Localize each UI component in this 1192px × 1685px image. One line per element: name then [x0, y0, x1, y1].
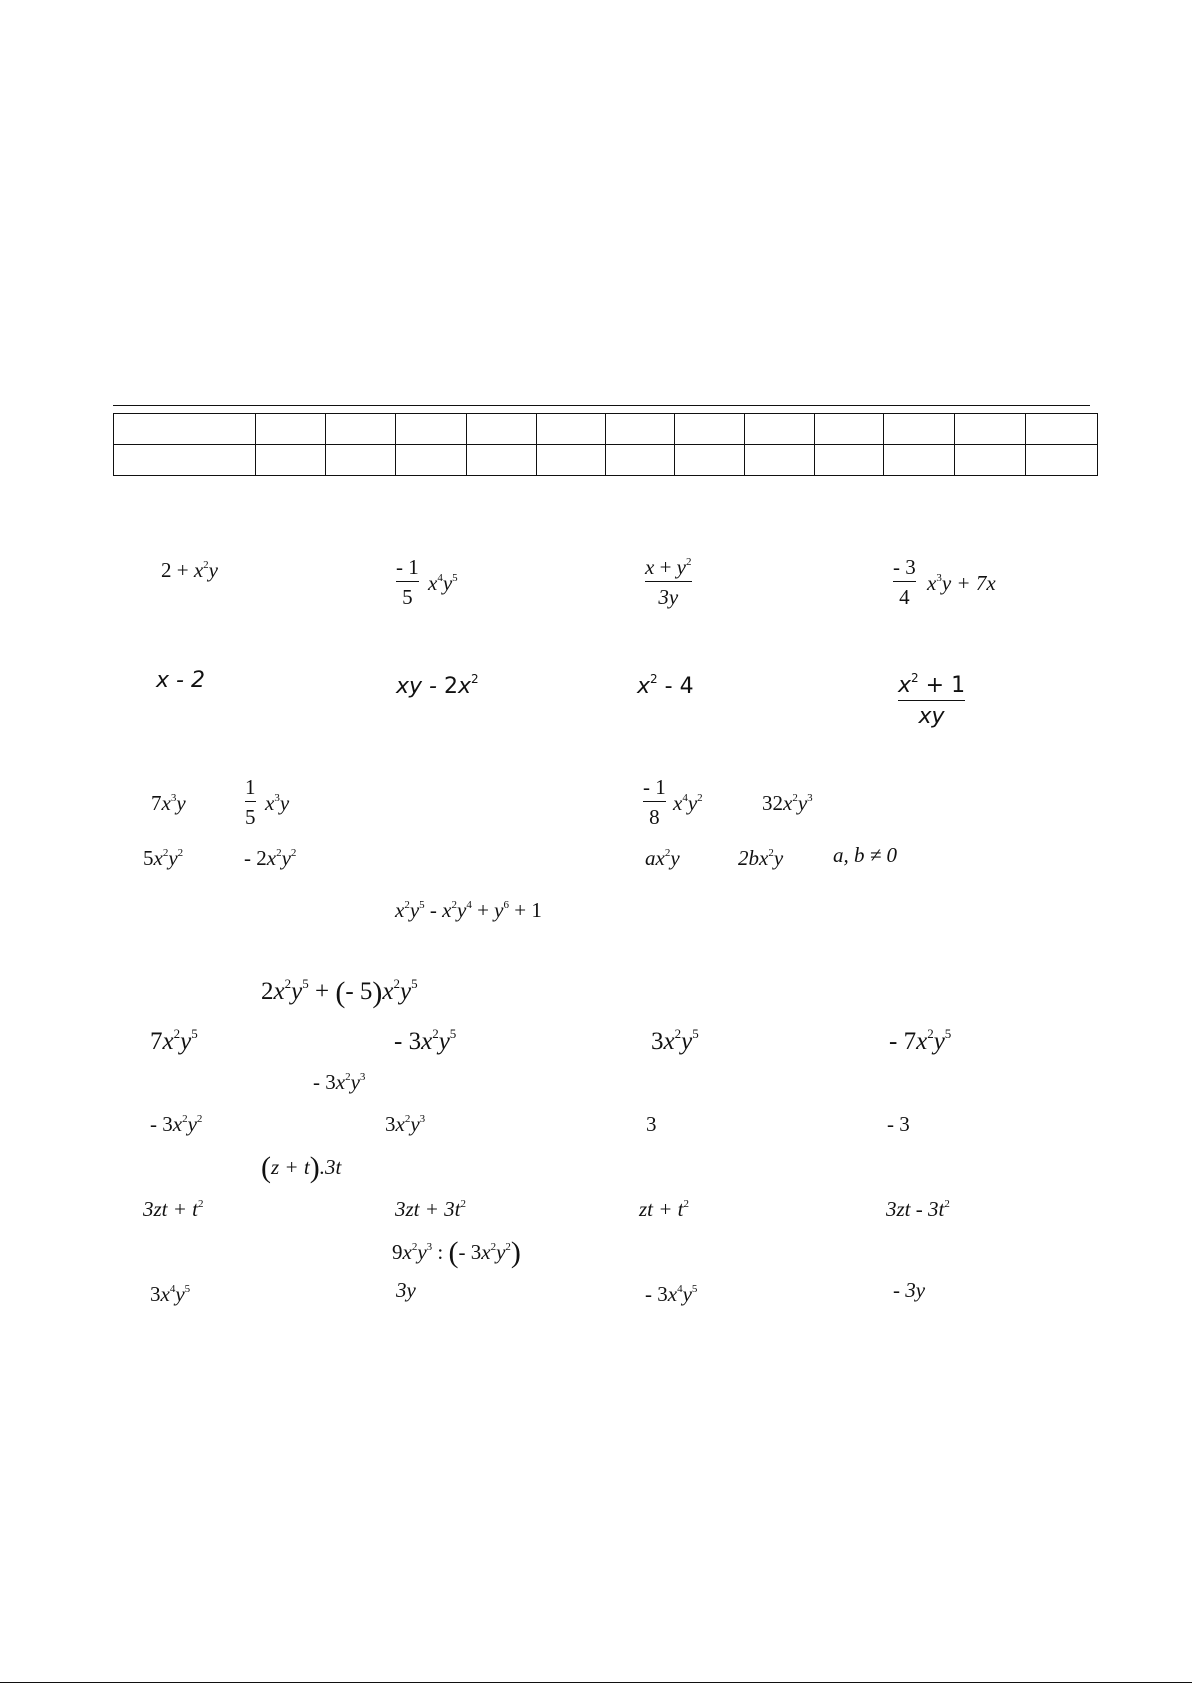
grid-cell: [884, 445, 955, 476]
q8-option-a: $3x^4y^5$: [150, 1282, 191, 1306]
q5-expression: $2x^2y^5$ + (- $5)x^2y^5$: [261, 976, 418, 1009]
q3-condition: a, b ≠ 0: [833, 843, 898, 867]
q7-option-d: $3zt - 3t^2$: [886, 1197, 950, 1221]
q1-option-a: $2 + x^2y$: [161, 558, 218, 582]
q1-option-b-term: $x^4y^5$: [428, 571, 458, 595]
q6-expression: - $3x^2y^3$: [313, 1070, 366, 1094]
q3-pair4-right: $2bx^2y$: [738, 846, 784, 870]
q1-option-b-fraction: - 1 5: [396, 555, 419, 610]
grid-cell: [675, 445, 745, 476]
q2-option-b: xy - $2x^2$: [396, 672, 479, 699]
grid-cell: [606, 445, 675, 476]
answer-grid-row: [114, 414, 1098, 445]
grid-cell: [955, 445, 1026, 476]
q5-option-b: - $3x^2y^5$: [394, 1026, 457, 1055]
grid-cell: [1026, 414, 1098, 445]
grid-cell: [955, 414, 1026, 445]
q3-pair3-right: - $2x^2y^2$: [244, 846, 297, 870]
q3-pair4-left: $ax^2y$: [645, 846, 680, 870]
q3-pair1-right-fraction: 1 5: [245, 775, 256, 830]
q2-option-d-fraction: $x^2 + 1$ xy: [898, 671, 966, 730]
q3-pair3-left: $5x^2y^2$: [143, 846, 184, 870]
grid-cell: [467, 414, 537, 445]
q2-option-a: x - 2: [156, 668, 205, 693]
grid-cell: [745, 445, 815, 476]
footer-rule: [0, 1682, 1192, 1683]
grid-cell: [537, 414, 606, 445]
grid-cell: [256, 445, 326, 476]
grid-cell: [815, 414, 884, 445]
grid-cell: [1026, 445, 1098, 476]
q2-option-c: $x^2 - 4$: [637, 672, 694, 699]
q4-polynomial: $x^2y^5 - x^2y^4 + y^6 + 1$: [395, 898, 542, 922]
grid-cell: [675, 414, 745, 445]
grid-cell: [114, 445, 256, 476]
q8-option-b: 3y: [396, 1278, 416, 1302]
grid-cell: [537, 445, 606, 476]
q8-option-d: - 3y: [893, 1278, 926, 1302]
grid-cell: [114, 414, 256, 445]
grid-cell: [326, 445, 396, 476]
q3-pair2-left-fraction: - 1 8: [643, 775, 666, 830]
q3-pair1-left: $7x^3y$: [151, 791, 186, 815]
q7-option-b: $3zt + 3t^2$: [395, 1197, 467, 1221]
grid-cell: [884, 414, 955, 445]
q5-option-a: $7x^2y^5$: [150, 1026, 198, 1055]
q7-option-c: zt + $t^2$: [639, 1197, 690, 1221]
q6-option-d: - 3: [887, 1112, 910, 1136]
grid-cell: [396, 445, 467, 476]
q8-expression: $9x^2y^3$ : (- $3x^2y^2$): [392, 1236, 521, 1269]
q7-option-a: $3zt + t^2$: [143, 1197, 204, 1221]
grid-cell: [256, 414, 326, 445]
q1-option-d-fraction: - 3 4: [893, 555, 916, 610]
grid-cell: [396, 414, 467, 445]
q1-option-d-term: $x^3y + 7x$: [927, 571, 996, 595]
answer-grid-row: [114, 445, 1098, 476]
q6-option-b: $3x^2y^3$: [385, 1112, 426, 1136]
q1-option-c-fraction: $x + y^2$ 3y: [645, 555, 692, 610]
q6-option-c: 3: [646, 1112, 657, 1136]
q7-expression: (z + t).3t: [261, 1151, 342, 1184]
q8-option-c: - $3x^4y^5$: [645, 1282, 698, 1306]
q3-pair2-right: $32x^2y^3$: [762, 791, 813, 815]
grid-cell: [815, 445, 884, 476]
q5-option-d: - $7x^2y^5$: [889, 1026, 952, 1055]
q5-option-c: $3x^2y^5$: [651, 1026, 699, 1055]
header-rule: [113, 405, 1090, 406]
grid-cell: [326, 414, 396, 445]
answer-grid: [113, 413, 1098, 476]
q6-option-a: - $3x^2y^2$: [150, 1112, 203, 1136]
grid-cell: [745, 414, 815, 445]
q3-pair1-right-term: $x^3y$: [265, 791, 290, 815]
q3-pair2-left-term: $x^4y^2$: [673, 791, 703, 815]
grid-cell: [467, 445, 537, 476]
grid-cell: [606, 414, 675, 445]
